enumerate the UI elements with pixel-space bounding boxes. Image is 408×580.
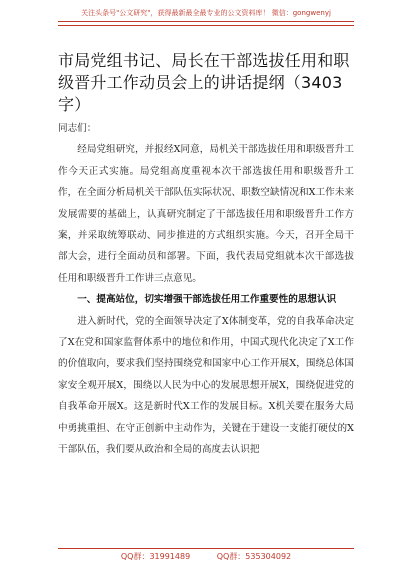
footer-qq-group-2: QQ群：535304092 [216, 552, 292, 561]
footer-qq-group-1: QQ群：31991489 [120, 552, 191, 561]
header-banner: 关注头条号"公文研究"，获得最新最全最专业的公文资料库！ 微信：gongwenyj [58, 8, 354, 22]
document-body [58, 118, 354, 461]
section-heading-1: 一、提高站位，切实增强干部选拔任用工作重要性的思想认识 [77, 294, 337, 306]
footer [58, 548, 354, 562]
salutation: 同志们： [58, 123, 97, 134]
header-divider [58, 25, 354, 26]
paragraph-intro: 经局党组研究，并报经X同意，局机关干部选拔任用和职级晋升工作今天正式实施。局党组高度重视本次干部选拔任用和职级晋升工作，在全面分析局机关干部队伍实际状况、职数空缺情况和X工作未来发展需要的基础上，认真研究制定了干部选拔任用和职级晋升工作方案，并采取统筹联动、同步推进的方式组织实施。今天，召开全局干部大会，进行全面动员和部署。下面，我代表局党组就本次干部选拔任用和职级晋升工作讲三点意见。 [58, 144, 354, 284]
document-title: 市局党组书记、局长在干部选拔任用和职级晋升工作动员会上的讲话提纲（3403字） [58, 51, 350, 114]
paragraph-section-1: 进入新时代，党的全面领导决定了X体制变革，党的自我革命决定了X在党和国家监督体系中的地位和作用，中国式现代化决定了X工作的价值取向，要求我们坚持围绕党和国家中心工作开展X，围绕总体国家安全观开展X，围绕以人民为中心的发展思想开展X，围绕促进党的自我革命开展X。这是新时代X工作的发展目标。X机关要在服务大局中勇挑重担、在守正创新中主动作为，关键在于建设一支能打硬仗的X干部队伍，我们要从政治和全局的高度去认识把 [58, 315, 354, 456]
